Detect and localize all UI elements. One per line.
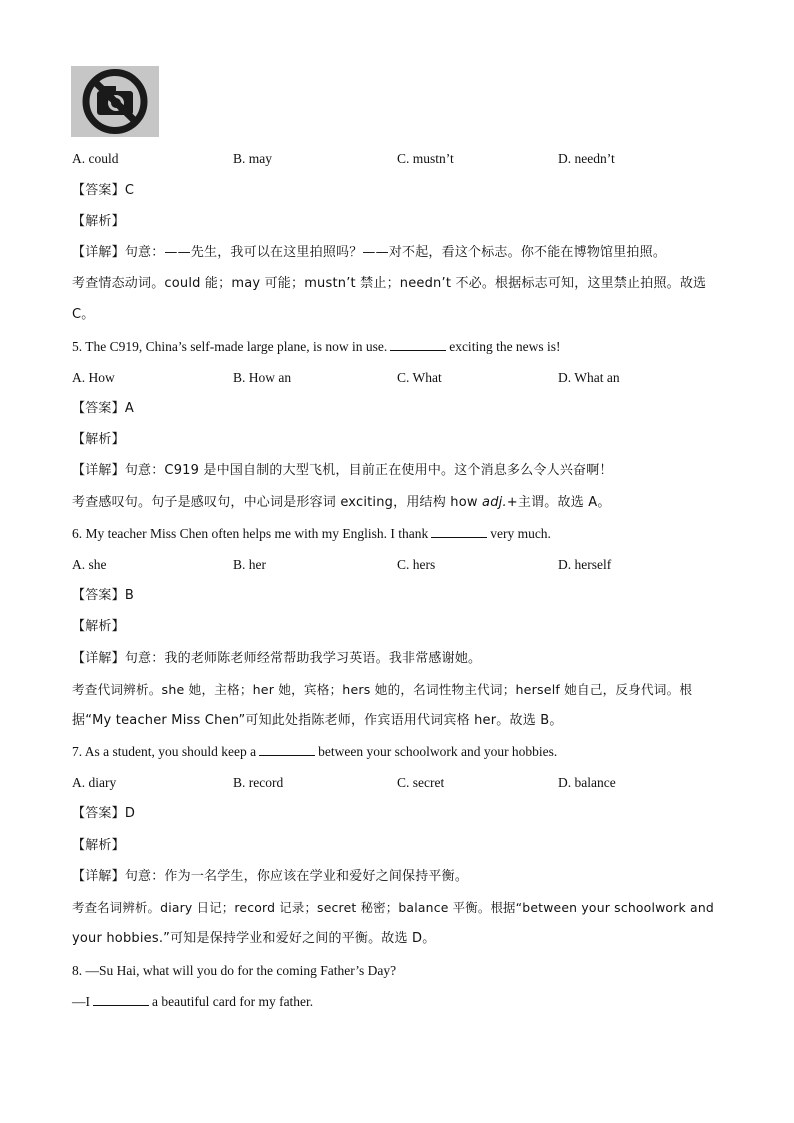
q5-explain xyxy=(72,494,611,512)
detail-text: 句意：C919 是中国自制的大型飞机，目前正在使用中。这个消息多么令人兴奋啊！ xyxy=(124,463,613,478)
detail-tag: 【详解】 xyxy=(72,245,125,260)
q5-explain-part-2: +主谓。故选 A。 xyxy=(506,495,611,510)
q5-stem-part-2: exciting the news is! xyxy=(449,339,561,354)
no-camera-sign-image xyxy=(71,66,159,137)
q5-analysis-tag: 【解析】 xyxy=(72,432,125,447)
q4-explain-line-1: 考查情态动词。could 能；may 可能；mustn’t 禁止；needn’t 不必。根据标志可知，这里禁止拍照。故选 xyxy=(72,276,707,291)
detail-text: 句意：——先生，我可以在这里拍照吗？——对不起，看这个标志。你不能在博物馆里拍照。 xyxy=(124,245,667,260)
q6-option-b: B. her xyxy=(233,557,266,572)
q5-explain-italic: adj. xyxy=(482,495,507,510)
detail-text: 句意：我的老师陈老师经常帮助我学习英语。我非常感谢她。 xyxy=(124,651,482,666)
q4-option-a: A. could xyxy=(72,151,119,166)
q6-option-c: C. hers xyxy=(397,557,436,572)
q5-option-d: D. What an xyxy=(558,370,620,385)
q5-option-b: B. How an xyxy=(233,370,292,385)
q5-explain-part-1: 考查感叹句。句子是感叹句，中心词是形容词 exciting，用结构 how xyxy=(72,495,478,510)
answer-value: D xyxy=(124,806,136,821)
q6-answer xyxy=(72,587,134,605)
q4-option-d: D. needn’t xyxy=(558,151,615,166)
detail-tag: 【详解】 xyxy=(72,463,125,478)
q6-stem-part-1: 6. My teacher Miss Chen often helps me with my English. I thank xyxy=(72,526,429,541)
answer-value: C xyxy=(124,183,135,198)
q5-blank xyxy=(390,338,446,351)
answer-tag: 【答案】 xyxy=(72,183,125,198)
q6-option-a: A. she xyxy=(72,557,107,572)
q6-detail xyxy=(72,650,481,668)
q7-stem xyxy=(72,743,557,761)
q6-stem xyxy=(72,525,551,543)
q6-blank xyxy=(431,525,487,538)
q6-explain-line-1: 考查代词辨析。she 她，主格；her 她，宾格；hers 她的，名词性物主代词；herself 她自己，反身代词。根 xyxy=(72,682,693,697)
q5-stem xyxy=(72,338,561,356)
q7-detail xyxy=(72,868,468,886)
detail-tag: 【详解】 xyxy=(72,651,125,666)
q4-option-b: B. may xyxy=(233,151,272,166)
detail-text: 句意：作为一名学生，你应该在学业和爱好之间保持平衡。 xyxy=(124,869,469,884)
q5-detail xyxy=(72,462,613,480)
q7-answer xyxy=(72,805,135,823)
q5-answer xyxy=(72,400,134,418)
q7-stem-part-1: 7. As a student, you should keep a xyxy=(72,744,257,759)
q7-explain-line-1: 考查名词辨析。diary 日记；record 记录；secret 秘密；balance 平衡。根据“between your schoolwork and xyxy=(72,900,714,915)
q7-option-a: A. diary xyxy=(72,775,117,790)
q8-blank xyxy=(93,993,149,1006)
q7-option-d: D. balance xyxy=(558,775,616,790)
q7-explain-line-2: your hobbies.”可知是保持学业和爱好之间的平衡。故选 D。 xyxy=(72,931,436,946)
q7-blank xyxy=(259,743,315,756)
q5-stem-part-1: 5. The C919, China’s self-made large plane, is now in use. xyxy=(72,339,388,354)
detail-tag: 【详解】 xyxy=(72,869,125,884)
q8-stem: 8. —Su Hai, what will you do for the coming Father’s Day? xyxy=(72,963,397,978)
q7-analysis-tag: 【解析】 xyxy=(72,838,125,853)
q8-reply-part-1: —I xyxy=(72,994,90,1009)
q4-detail xyxy=(72,244,666,262)
q7-stem-part-2: between your schoolwork and your hobbies. xyxy=(318,744,558,759)
q4-option-c: C. mustn’t xyxy=(397,151,454,166)
answer-tag: 【答案】 xyxy=(72,588,125,603)
q7-option-c: C. secret xyxy=(397,775,445,790)
q6-analysis-tag: 【解析】 xyxy=(72,619,125,634)
no-camera-icon xyxy=(71,66,159,137)
answer-value: A xyxy=(124,401,134,416)
q6-option-d: D. herself xyxy=(558,557,612,572)
q4-analysis-tag: 【解析】 xyxy=(72,214,125,229)
q5-option-c: C. What xyxy=(397,370,442,385)
q4-answer xyxy=(72,182,134,200)
q6-explain-line-2: 据“My teacher Miss Chen”可知此处指陈老师，作宾语用代词宾格 her。故选 B。 xyxy=(72,713,563,728)
answer-value: B xyxy=(124,588,134,603)
q5-option-a: A. How xyxy=(72,370,115,385)
q8-reply xyxy=(72,993,313,1011)
q6-stem-part-2: very much. xyxy=(490,526,551,541)
answer-tag: 【答案】 xyxy=(72,806,125,821)
q7-option-b: B. record xyxy=(233,775,284,790)
answer-tag: 【答案】 xyxy=(72,401,125,416)
q8-reply-part-2: a beautiful card for my father. xyxy=(152,994,314,1009)
q4-explain-line-2: C。 xyxy=(72,307,95,322)
